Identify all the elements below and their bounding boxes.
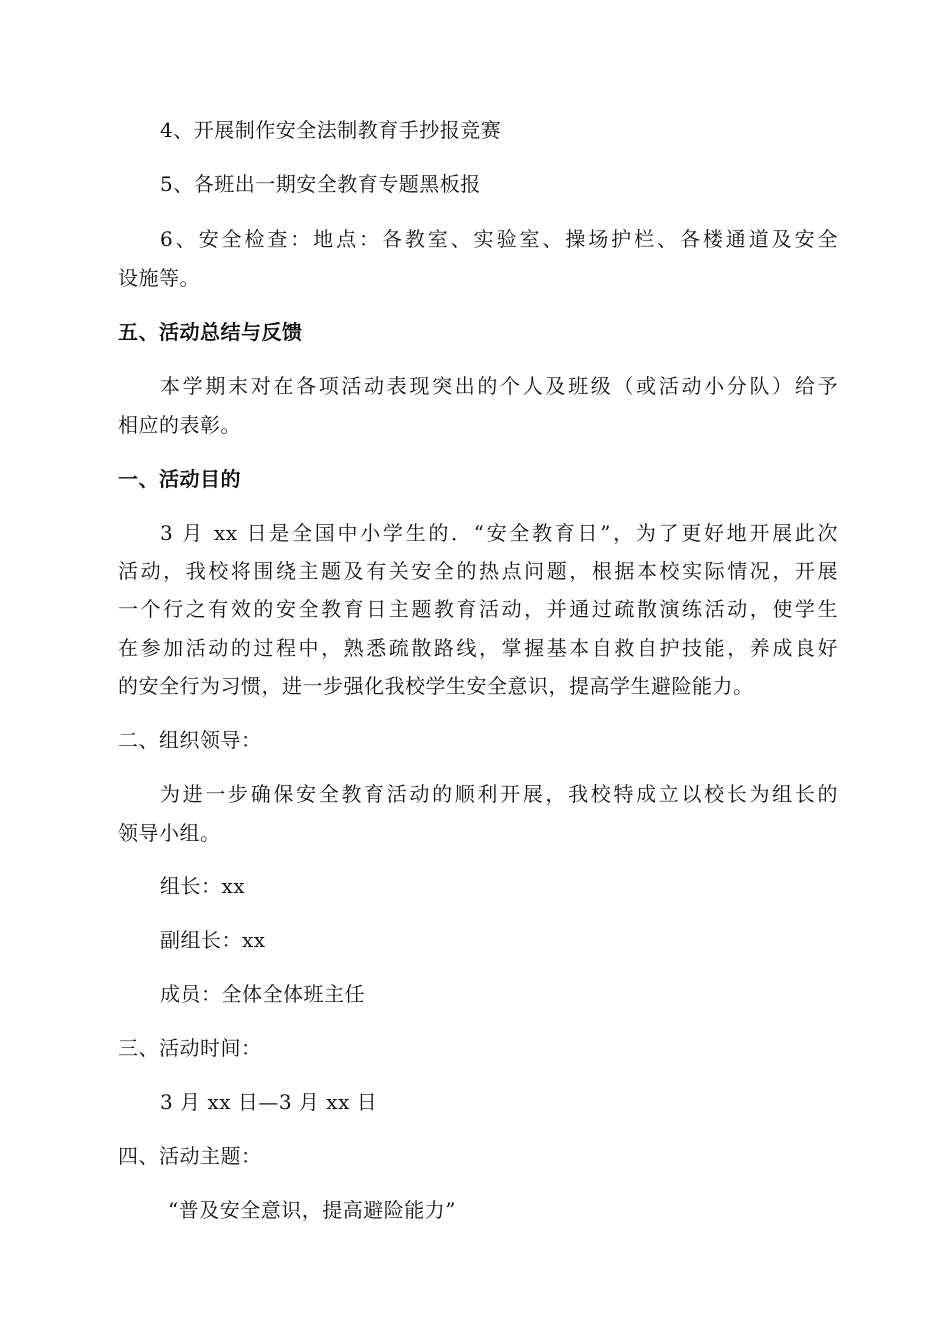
section-1-line-3: 一个行之有效的安全教育日主题教育活动，并通过疏散演练活动，使学生 bbox=[118, 597, 838, 621]
section-2-paragraph-line-1: 为进一步确保安全教育活动的顺利开展，我校特成立以校长为组长的 bbox=[160, 782, 838, 806]
section-5-paragraph-line-2: 相应的表彰。 bbox=[118, 413, 241, 437]
section-3-heading: 三、活动时间： bbox=[118, 1036, 262, 1060]
section-1-line-2: 活动，我校将围绕主题及有关安全的热点问题，根据本校实际情况，开展 bbox=[118, 559, 838, 583]
section-4-heading: 四、活动主题： bbox=[118, 1144, 262, 1168]
section-1-line-1: 3 月 xx 日是全国中小学生的．“安全教育日”，为了更好地开展此次 bbox=[160, 521, 838, 545]
section-2-heading: 二、组织领导： bbox=[118, 728, 262, 752]
deputy-leader-line: 副组长：xx bbox=[160, 928, 266, 952]
leader-line: 组长：xx bbox=[160, 874, 246, 898]
item-6-line-2: 设施等。 bbox=[118, 266, 200, 290]
section-1-line-4: 在参加活动的过程中，熟悉疏散路线，掌握基本自救自护技能，养成良好 bbox=[118, 636, 838, 660]
activity-theme: “普及安全意识，提高避险能力” bbox=[168, 1198, 456, 1222]
item-5: 5、各班出一期安全教育专题黑板报 bbox=[160, 172, 481, 196]
section-5-heading: 五、活动总结与反馈 bbox=[118, 320, 303, 344]
section-2-paragraph-line-2: 领导小组。 bbox=[118, 821, 221, 845]
section-5-paragraph-line-1: 本学期末对在各项活动表现突出的个人及班级（或活动小分队）给予 bbox=[160, 374, 838, 398]
members-line: 成员：全体全体班主任 bbox=[160, 982, 365, 1006]
activity-time: 3 月 xx 日—3 月 xx 日 bbox=[160, 1090, 378, 1114]
item-6-line-1: 6、安全检查：地点：各教室、实验室、操场护栏、各楼通道及安全 bbox=[160, 227, 838, 251]
item-4: 4、开展制作安全法制教育手抄报竞赛 bbox=[160, 118, 502, 142]
section-1-heading: 一、活动目的 bbox=[118, 467, 241, 491]
section-1-line-5: 的安全行为习惯，进一步强化我校学生安全意识，提高学生避险能力。 bbox=[118, 674, 754, 698]
